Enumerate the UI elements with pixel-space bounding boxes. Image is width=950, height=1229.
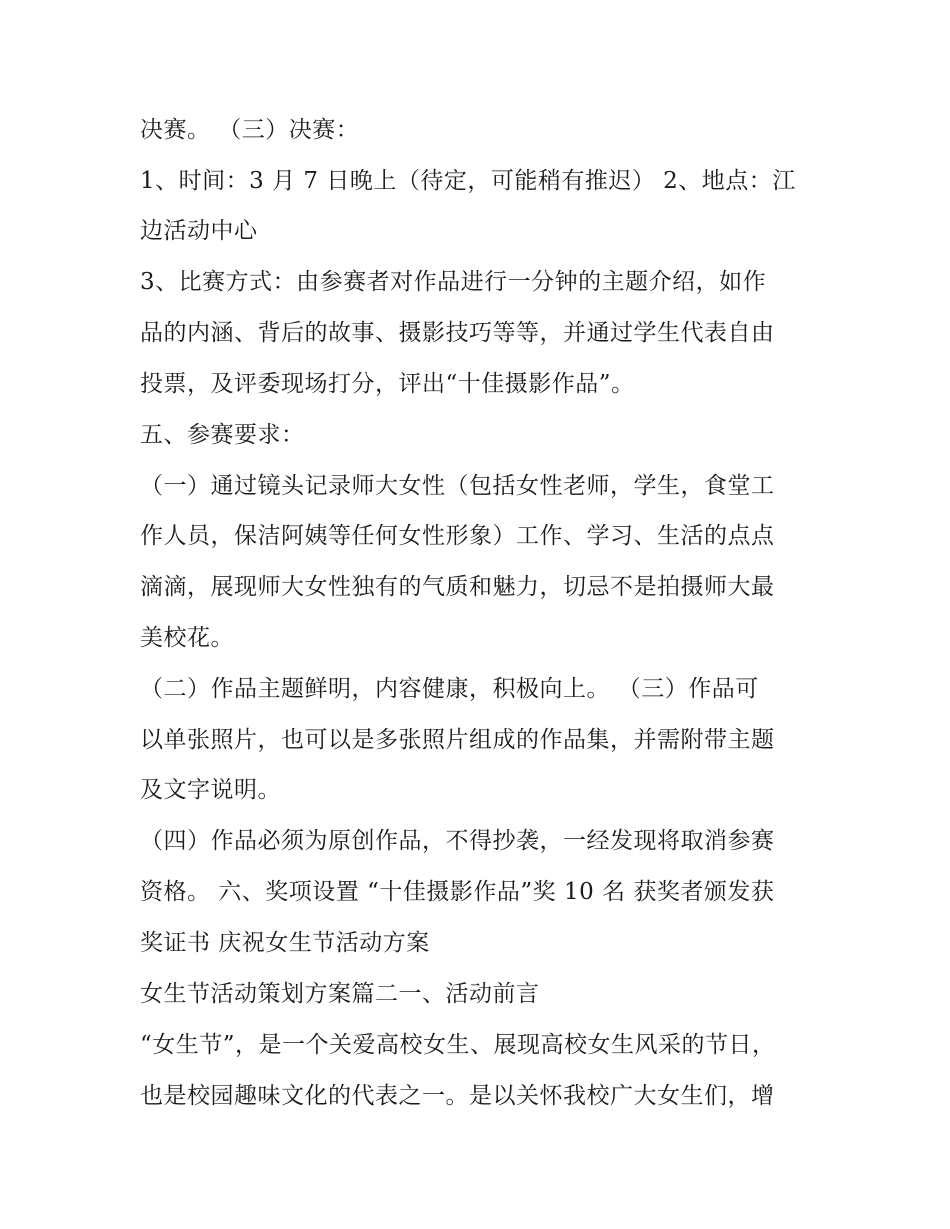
text-line: 也是校园趣味文化的代表之一。是以关怀我校广大女生们，增	[140, 1083, 775, 1109]
text-line: （四）作品必须为原创作品，不得抄袭，一经发现将取消参赛	[140, 828, 775, 854]
text-line: 女生节活动策划方案篇二一、活动前言	[140, 981, 540, 1007]
text-line: “女生节”，是一个关爱高校女生、展现高校女生风采的节日，	[140, 1032, 776, 1058]
text-line: 美校花。	[140, 625, 234, 651]
text-line: 以单张照片，也可以是多张照片组成的作品集，并需附带主题	[140, 727, 775, 753]
text-line: 作人员，保洁阿姨等任何女性形象）工作、学习、生活的点点	[140, 523, 775, 549]
text-line: 滴滴，展现师大女性独有的气质和魅力，切忌不是拍摄师大最	[140, 574, 775, 600]
text-line: 品的内涵、背后的故事、摄影技巧等等，并通过学生代表自由	[140, 320, 775, 346]
text-line: 及文字说明。	[140, 777, 281, 803]
text-line: 奖证书 庆祝女生节活动方案	[140, 930, 430, 956]
text-line: （一）通过镜头记录师大女性（包括女性老师，学生，食堂工	[140, 473, 775, 499]
text-line: 边活动中心	[140, 218, 258, 244]
text-line: 决赛。 （三）决赛：	[140, 117, 360, 143]
section-heading: 五、参赛要求：	[140, 422, 305, 448]
text-line: 3、比赛方式：由参赛者对作品进行一分钟的主题介绍，如作	[140, 269, 767, 295]
text-line: （二）作品主题鲜明，内容健康，积极向上。 （三）作品可	[140, 676, 759, 702]
text-line: 资格。 六、奖项设置 “十佳摄影作品”奖 10 名 获奖者颁发获	[140, 879, 775, 905]
text-line: 投票，及评委现场打分，评出“十佳摄影作品”。	[140, 371, 635, 397]
text-line: 1、时间：3 月 7 日晚上（待定，可能稍有推迟） 2、地点：江	[140, 168, 796, 194]
